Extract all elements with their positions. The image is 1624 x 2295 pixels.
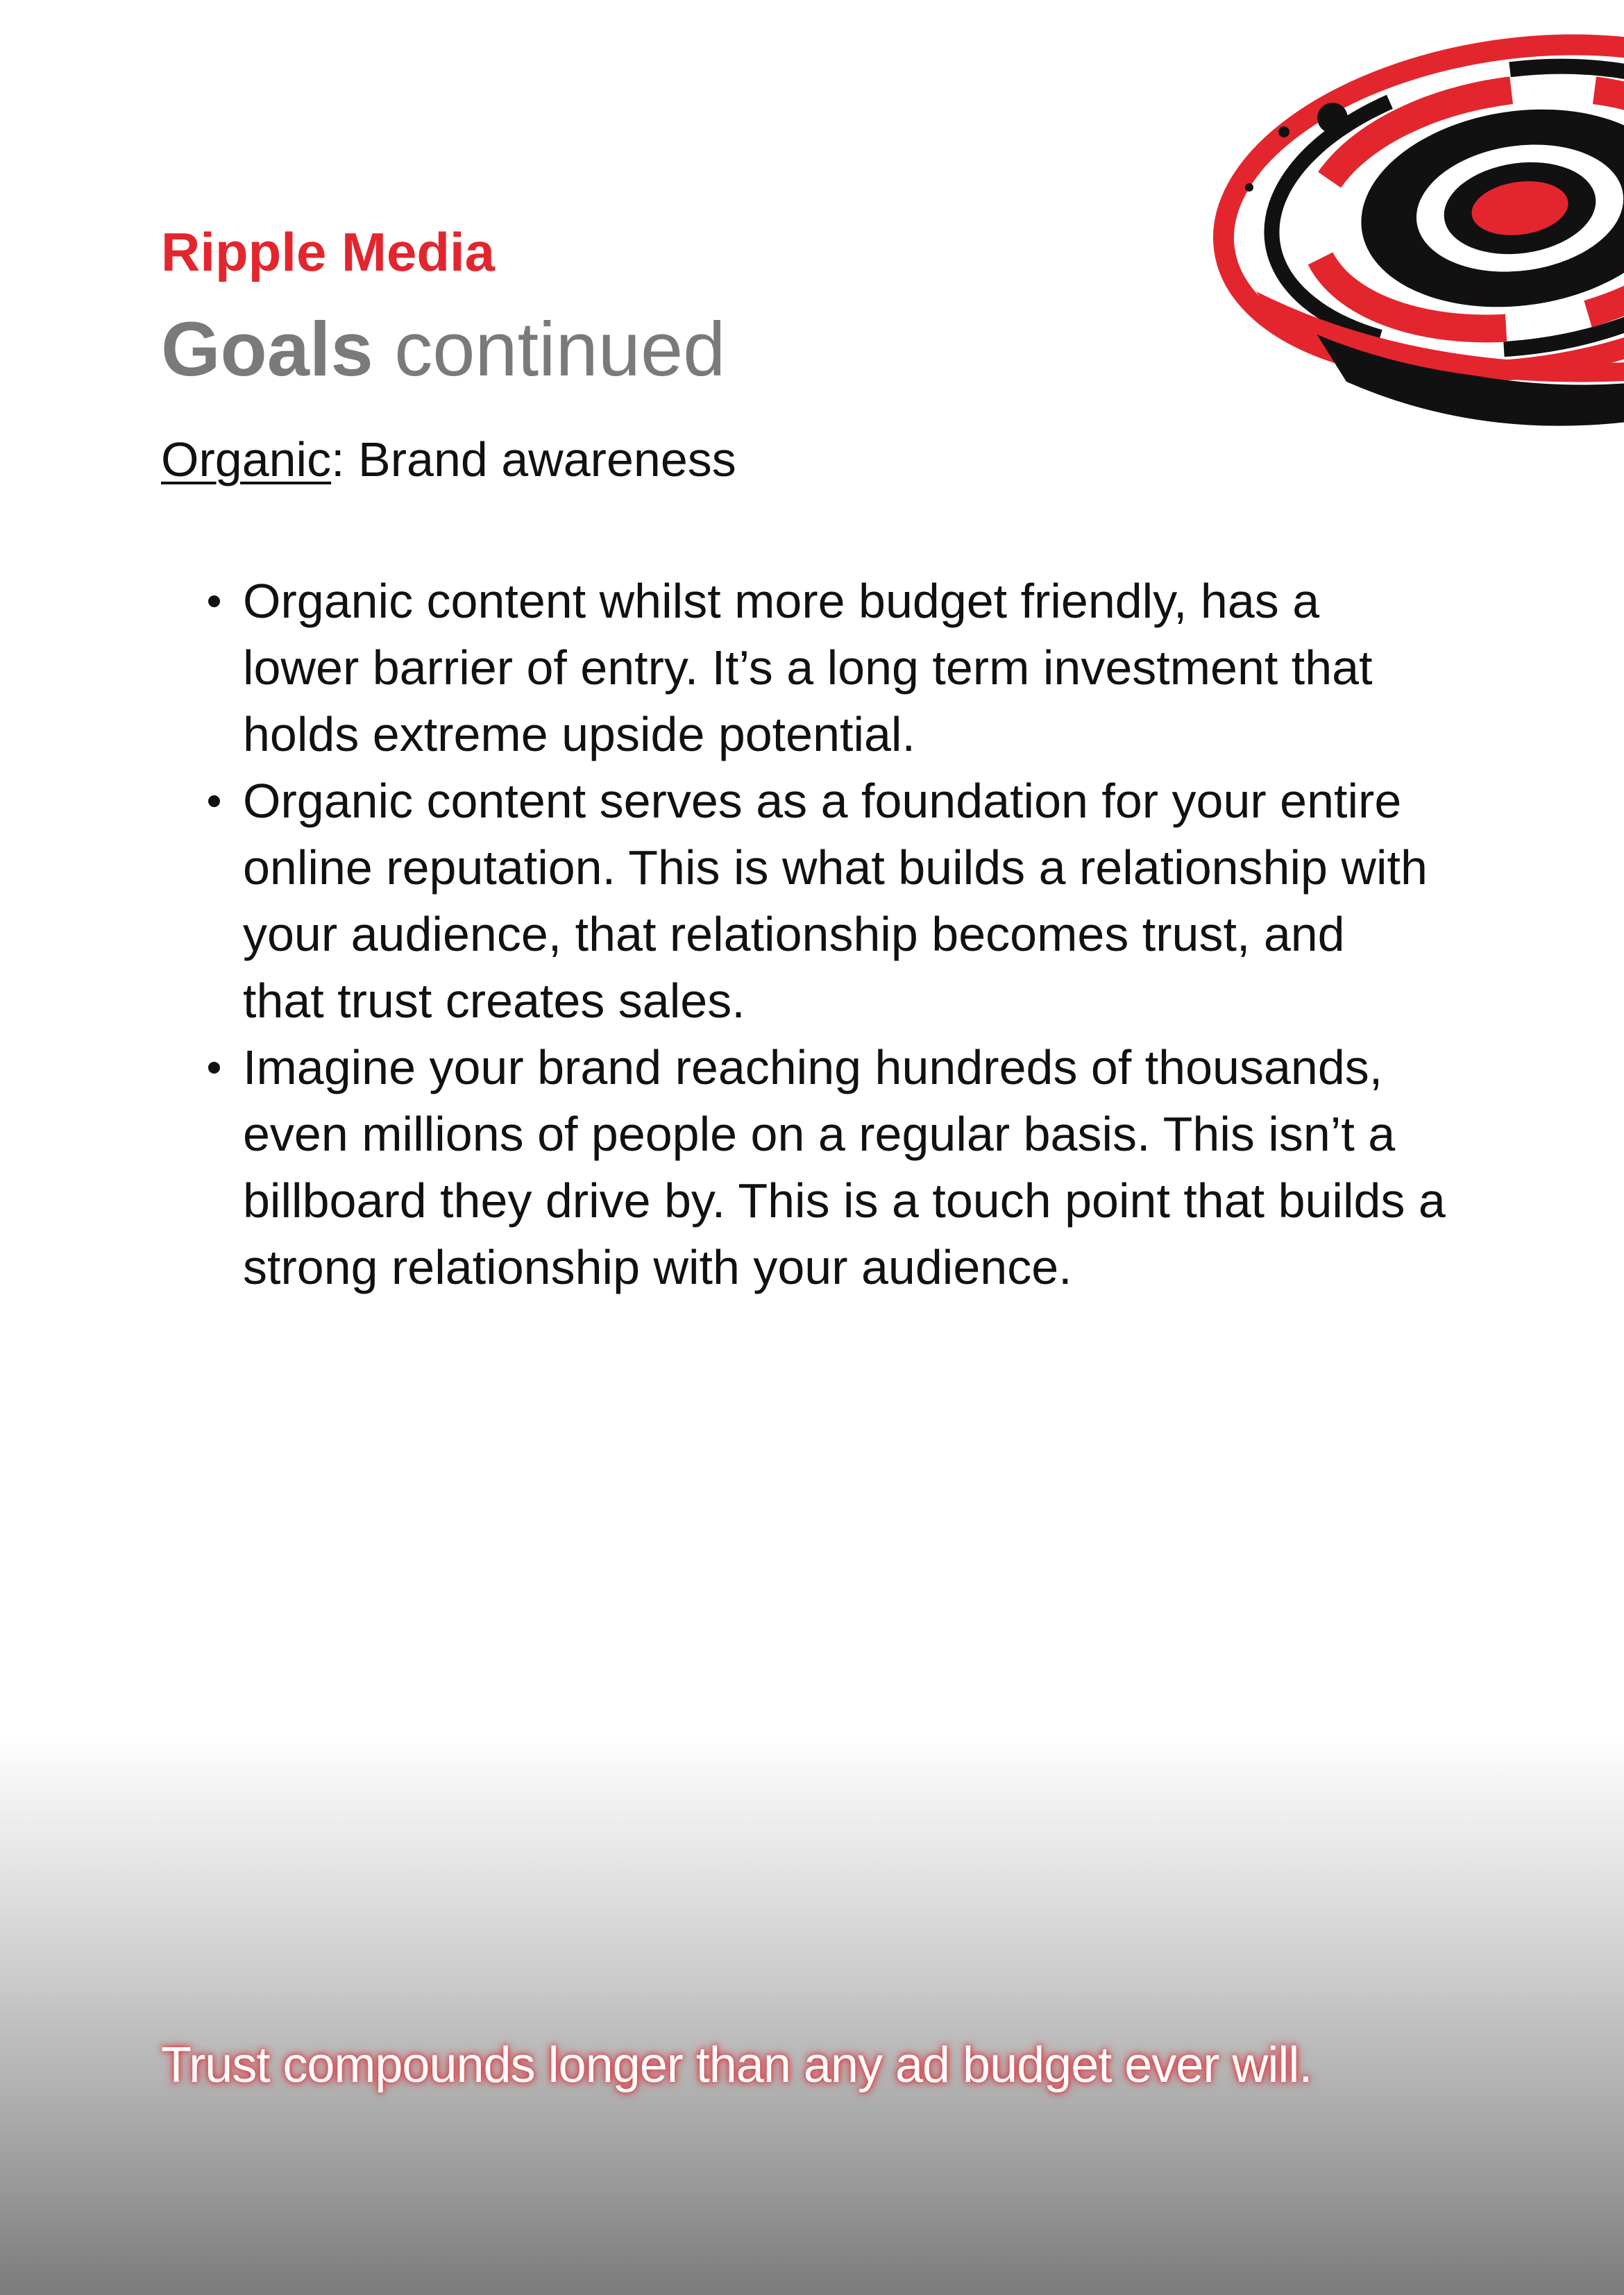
title-rest: continued xyxy=(394,307,726,392)
list-item xyxy=(243,1034,1575,1301)
line: Imagine your brand reaching hundreds of thousands, xyxy=(243,1040,1383,1094)
line: Organic content serves as a foundation for your entire xyxy=(243,774,1402,828)
line: online reputation. This is what builds a relationship with xyxy=(243,840,1428,895)
section-separator: : xyxy=(331,432,345,486)
bullet-icon xyxy=(208,595,220,607)
title-bold: Goals xyxy=(161,307,373,392)
tagline: Trust compounds longer than any ad budget ever will. xyxy=(161,2038,1312,2093)
section-heading xyxy=(161,432,736,487)
line: strong relationship with your audience. xyxy=(243,1240,1072,1294)
bullet-list xyxy=(243,568,1575,1301)
line: lower barrier of entry. It’s a long term investment that xyxy=(243,641,1373,695)
bottom-gradient xyxy=(0,1735,1624,2295)
list-item xyxy=(243,768,1575,1034)
brand-name: Ripple Media xyxy=(161,221,496,282)
ripple-logo-icon xyxy=(1194,21,1624,465)
line: even millions of people on a regular basis. This isn’t a xyxy=(243,1107,1396,1161)
line: holds extreme upside potential. xyxy=(243,707,915,761)
line: your audience, that relationship becomes trust, and xyxy=(243,907,1345,961)
section-topic: Brand awareness xyxy=(358,432,736,486)
list-item xyxy=(243,568,1575,768)
bullet-icon xyxy=(208,795,220,807)
page-title xyxy=(161,305,725,393)
line: Organic content whilst more budget friendly, has a xyxy=(243,574,1320,628)
line: that trust creates sales. xyxy=(243,974,745,1028)
line: billboard they drive by. This is a touch point that builds a xyxy=(243,1174,1446,1228)
section-label: Organic xyxy=(161,432,332,486)
bullet-icon xyxy=(208,1062,220,1074)
